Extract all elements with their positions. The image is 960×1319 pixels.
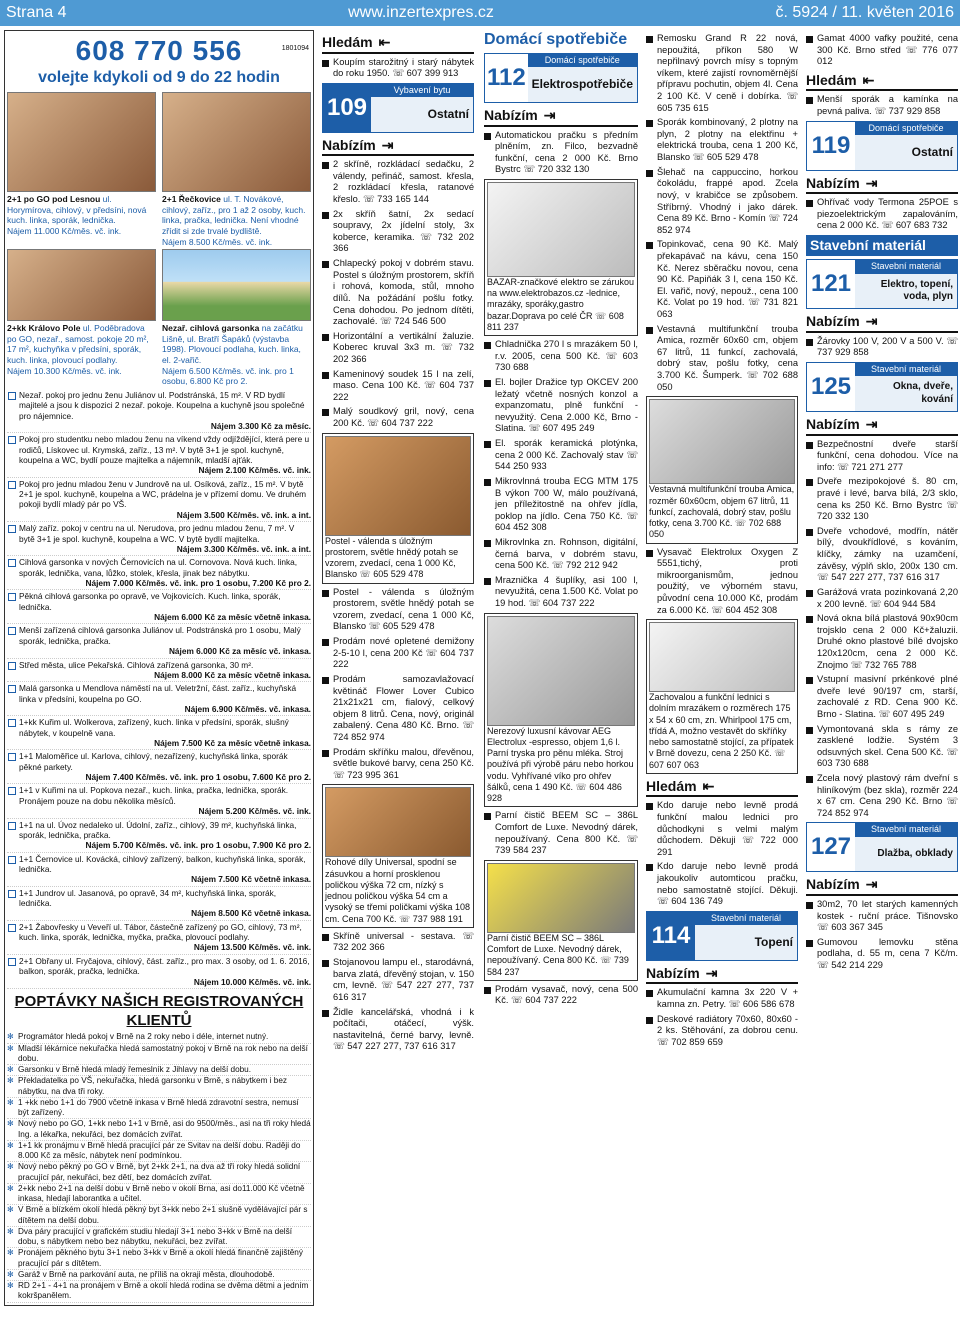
appliances-column: [484, 30, 638, 1010]
category-name: Topení: [754, 935, 793, 950]
section-hledam: Hledám ⇤: [806, 72, 958, 92]
page-header: [0, 0, 960, 26]
list-item: Prodám vysavač, nový, cena 500 Kč. ☏ 604 737 222: [484, 984, 638, 1007]
category-name: Ostatní: [427, 106, 469, 121]
list-item: Pokoj pro studentku nebo mladou ženu na víkend vždy odjíždějící, která pere u rodičů, Lískovec ul. Krymská, zaříz., 13 m². V bytě 3+1 je spol. kuchyně, koupelna a WC, bydlí pouze majitelka a nájemník, mladší ajťák. Nájem 2.100 Kč/měs. vč. ink.: [7, 433, 311, 477]
list-item: Mikrovlnná trouba ECG MTM 175 B výkon 700 W, málo používaná, jen příležitostně na ohřev jídla, poklop na jídlo. Cena 750 Kč. ☏ 604 452 308: [484, 476, 638, 534]
building-column: [806, 30, 958, 975]
photo-ad: Postel - válenda s úložným prostorem, světle hnědý potah se vzorem, zvedací, cena 1 000 Kč, Blansko ☏ 605 529 478: [322, 433, 474, 584]
list-item: Bezpečnostní dveře starší funkční, cena dohodou. Více na info: ☏ 721 271 277: [806, 439, 958, 474]
category-group: Vybavení bytu: [371, 84, 473, 97]
section-nabizim: Nabízím ⇥: [646, 965, 798, 985]
category-box: [806, 259, 958, 309]
arrow-left-icon: ⇤: [702, 777, 715, 794]
flat-caption: 2+kk Královo Pole ul. Poděbradova po GO, nezař., samost. pokoje 20 m², 17 m², kuchyňka v předsíni, sporák, kuch. linka, plovoucí podlahy. Nájem 10.300 Kč/měs. vč. ink.: [7, 323, 149, 376]
list-item: El. bojler Dražice typ OKCEV 200 ležatý včetně nosných konzol a expanzomatu, plně funkční - nevyužitý. Cena 2.000 Kč, Brno - Slatina. ☏ 607 495 249: [484, 377, 638, 435]
flat-photo: [162, 249, 311, 321]
flat-caption: 2+1 Řečkovice ul. T. Novákové, cihlový, zaříz., pro 1 až 2 osoby, kuch. linka, pračka, lednička. Není vhodné zřídit si zde trvalé bydliště. Nájem 8.500 Kč/měs. vč. ink.: [162, 194, 306, 247]
category-name: Okna, dveře, kování: [892, 381, 953, 405]
list-item: 1+1 Maloměřice ul. Karlova, cihlový, nezařízený, kuchyňská linka, sporák pěkné parkety. Nájem 7.400 Kč/měs. vč. ink. pro 1 osobu, 7.600 Kč pro 2.: [7, 750, 311, 784]
category-number: 125: [807, 363, 855, 411]
list-item: ✻ 1 +kk nebo 1+1 do 7900 včetně inkasa v Brně hledá zdravotní sestra, nemusí být zařízený.: [7, 1098, 311, 1120]
list-item: El. sporák keramická plotýnka, cena 2 000 Kč. Zachovalý stav ☏ 544 250 933: [484, 438, 638, 473]
category-number: 114: [647, 912, 695, 960]
list-item: ✻ Garsonku v Brně hledá mladý řemeslník z Jihlavy na delší dobu.: [7, 1065, 311, 1076]
list-item: 1+1 Černovice ul. Kovácká, cihlový zařízený, balkon, kuchyňská linka, sporák, lednička. Nájem 7.500 Kč včetně inkasa.: [7, 853, 311, 887]
list-item: Kdo daruje nebo levně prodá funkční malou lednici pro důchodkyni s velmi malým důchodem. Děkuji ☏ 722 000 291: [646, 800, 798, 858]
arrow-right-icon: ⇥: [381, 136, 394, 153]
demand-list: [7, 1032, 311, 1302]
category-number: 121: [807, 260, 855, 308]
list-item: Mraznička 4 šuplíky, asi 100 l, nevyužitá, cena 1.500 Kč. Volat po 19 hod. ☏ 604 737 222: [484, 575, 638, 610]
section-nabizim: Nabízím ⇥: [806, 175, 958, 195]
list-item: Židle kancelářská, vhodná i k počítači, otáčecí, výšk. nastavitelná, černé barvy, levně. ☏ 547 227 277, 737 616 317: [322, 1007, 474, 1053]
list-item: Dveře vchodové, modřín, nátěr bílý, dvoukřídlové, s kováním, klíčky, zámky na uzamčení, závěsy, výplň sklo, 200x 130 cm. ☏ 547 227 277, 737 616 317: [806, 526, 958, 584]
list-item: ✻ V Brně a blízkém okolí hledá pěkný byt 3+kk nebo 2+1 slušně vydělávající pár s dítětem na delší dobu.: [7, 1205, 311, 1227]
list-item: ✻ Programátor hledá pokoj v Brně na 2 roky nebo i déle, internet nutný.: [7, 1032, 311, 1043]
category-box: [806, 121, 958, 171]
list-item: Mikrovlnka zn. Rohnson, digitální, černá barva, v dobrém stavu, cena 500 Kč. ☏ 792 212 942: [484, 537, 638, 572]
category-box: [806, 822, 958, 872]
list-item: ✻ Garáž v Brně na parkování auta, ne příliš na okraji města, dlouhodobě.: [7, 1270, 311, 1281]
list-item: 1+kk Kuřim ul. Wolkerova, zařízený, kuch. linka v předsíni, sporák, slušný nábytek, v koupelně vana. Nájem 7.500 Kč za měsíc včetně inkasa.: [7, 716, 311, 750]
list-item: ✻ Nový nebo pěkný po GO v Brně, byt 2+kk 2+1, na dva až tři roky hledá solidní pracující pár, nekuřáci, bez dětí, bez domácích zvířat.: [7, 1162, 311, 1184]
category-group: Stavební materiál: [855, 363, 957, 376]
list-item: ✻ Dva páry pracující v grafickém studiu hledají 3+1 nebo 3+kk v Brně na delší dobu, s nábytkem nebo bez nábytku, nekuřáci, bez zvířat.: [7, 1227, 311, 1249]
section-title: Stavební materiál: [806, 235, 958, 257]
list-item: 1+1 Jundrov ul. Jasanová, po opravě, 34 m², kuchyňská linka, sporák, lednička. Nájem 8.500 Kč včetně inkasa.: [7, 887, 311, 921]
category-number: 127: [807, 823, 855, 871]
list-item: Dveře mezipokojové š. 80 cm, pravé i levé, barva bílá, 2/3 sklo, cena ks 250 Kč. Brno Bystrc ☏ 720 332 130: [806, 476, 958, 522]
flat-photo: [162, 92, 311, 192]
list-item: Malý soudkový gril, nový, cena 200 Kč. ☏ 604 737 222: [322, 406, 474, 429]
list-item: Akumulační kamna 3x 220 V + kamna zn. Petry. ☏ 606 586 678: [646, 987, 798, 1010]
rental-list: [7, 389, 311, 989]
list-item: Prodám samozavlažovací květináč Flower Lover Cubico 21x21x21 cm, fialový, celkový objem 8 litrů. Cena, nový, originál zabalený. Cena 480 Kč. Brno. ☏ 724 852 974: [322, 674, 474, 744]
photo-ad: Nerezový luxusní kávovar AEG Electrolux -espresso, objem 1,6 l. Parní tryska pro pěnu mléka. Stroj používá při výrobě páru nebo horkou vodu. Vyhřívané víko pro ohřev šálků, cena 1 490 Kč. ☏ 604 486 928: [484, 613, 638, 808]
arrow-right-icon: ⇥: [865, 416, 878, 433]
list-item: Topinkovač, cena 90 Kč. Malý překapávač na kávu, cena 150 Kč. Nerez sběračku novou, cena 90 Kč. Papiňák 3 l, cena 150 Kč. El. vařič, nový, nepouž., cena 100 Kč. Volat po 19 hod. ☏ 731 821 063: [646, 239, 798, 320]
site-url[interactable]: www.inzertexpres.cz: [348, 4, 494, 21]
list-item: Deskové radiátory 70x60, 80x60 - 2 ks. Stěhování, za dobrou cenu. ☏ 702 859 659: [646, 1014, 798, 1049]
flat-photo: [7, 249, 156, 321]
photo-ad: Parní čistič BEEM SC – 386L Comfort de Luxe. Nevodný dárek, nepoužívaný. Cena 800 Kč. ☏ 739 584 237: [484, 860, 638, 981]
section-nabizim: Nabízím ⇥: [484, 107, 638, 127]
category-number: 119: [807, 122, 855, 170]
list-item: Malá garsonka u Mendlova náměstí na ul. Veletržní, část. zaříz., kuchyňská linka v předsíni, koupelna po GO. Nájem 6.900 Kč/měs. vč. inkasa.: [7, 682, 311, 716]
list-item: Ohřívač vody Termona 25POE s piezoelektrickým zapalováním, cena 2 000 Kč. ☏ 607 683 732: [806, 197, 958, 232]
flat-card: [7, 92, 156, 249]
list-item: Sporák kombinovaný, 2 plotny na plyn, 2 plotny na elektřinu + elektrická trouba, cena 1 200 Kč, Blansko ☏ 605 529 478: [646, 117, 798, 163]
ad-photo: [649, 399, 795, 484]
list-item: Pokoj pro jednu mladou ženu v Jundrově na ul. Osíková, zaříz., 15 m². V bytě 2+1 je spol. kuchyně, koupelna a WC, prádelna je v přízemí domu. Ve druhém pokoji bydlí mladý pár po VŠ. Nájem 3.500 Kč/měs. vč. ink. a int.: [7, 478, 311, 522]
flat-card: [162, 92, 311, 249]
ad-photo: [487, 616, 635, 726]
list-item: ✻ RD 2+1 - 4+1 na pronájem v Brně a okolí hledá rodina se dvěma dětmi a jedním kokršpanělem.: [7, 1281, 311, 1303]
section-hledam: Hledám ⇤: [646, 778, 798, 798]
list-item: Skříně universal - sestava. ☏ 732 202 366: [322, 931, 474, 954]
ad-photo: [487, 182, 635, 277]
reality-column: [4, 30, 314, 1306]
section-nabizim: Nabízím ⇥: [322, 137, 474, 157]
list-item: Postel - válenda s úložným prostorem, světle hnědý potah se vzorem, zvedací, cena 1 000 Kč, Blansko ☏ 605 529 478: [322, 587, 474, 633]
photo-ad: BAZAR-značkové elektro se zárukou na www.elektrobazos.cz -lednice, mrazáky, sporáky,gastro bazar.Doprava po celé ČR ☏ 608 811 237: [484, 179, 638, 336]
arrow-right-icon: ⇥: [865, 313, 878, 330]
section-nabizim: Nabízím ⇥: [806, 313, 958, 333]
appliances-column-2: [646, 30, 798, 1051]
list-item: 30m2, 70 let starých kamenných kostek - ruční práce. Tišnovsko ☏ 603 367 345: [806, 899, 958, 934]
list-item: Prodám skříňku malou, dřevěnou, světle bukové barvy, cena 250 Kč. ☏ 723 995 361: [322, 747, 474, 782]
list-item: Gamat 4000 vafky použité, cena 300 Kč. Brno střed ☏ 776 077 012: [806, 33, 958, 68]
list-item: Zcela nový plastový rám dveřní s hliníkovým (bez skla), rozměr 224 x 67 cm. Cena 290 Kč. Brno ☏ 724 852 974: [806, 773, 958, 819]
arrow-right-icon: ⇥: [865, 876, 878, 893]
section-title: Domácí spotřebiče: [484, 31, 628, 48]
list-item: Vestavná multifunkční trouba Amica, rozměr 60x60 cm, objem 67 litrů, 11 funkcí, zachovalá, dobrý stav, pošlu fotky, cena 3.700 Kč. Šumperk. ☏ 702 688 050: [646, 324, 798, 394]
list-item: ✻ Nový nebo po GO, 1+kk nebo 1+1 v Brně, asi do 9500/měs., asi na tři roky hledá Ing. a lékařka, nekuřáci, bez domácích zvířat.: [7, 1119, 311, 1141]
category-group: Stavební materiál: [855, 823, 957, 836]
list-item: Malý zaříz. pokoj v centru na ul. Nerudova, pro jednu mladou ženu, 7 m². V bytě 3+1 je spol. kuchyně, koupelna a WC. V bytě bydlí majitelka. Nájem 3.300 Kč/měs. vč. ink. a int.: [7, 522, 311, 556]
list-item: Menší zařízená cihlová garsonka Juliánov ul. Podstránská pro 1 osobu, Malý sporák, lednička, pračka. Nájem 6.000 Kč za měsíc vč. inkasa.: [7, 624, 311, 658]
list-item: ✻ Překladatelka po VŠ, nekuřačka, hledá garsonku v Brně, s nábytkem i bez nábytku, na dva tři roky.: [7, 1076, 311, 1098]
reality-hours: volejte kdykoli od 9 do 22 hodin: [38, 69, 280, 86]
list-item: Chlapecký pokoj v dobrém stavu. Postel s úložným prostorem, skříň i rohová, komoda, stůl, mnoho dílů. Na požádání pošlu fotky. Cena dohodou. Po jednom dítěti, zachovalé. ☏ 724 546 500: [322, 258, 474, 328]
list-item: Remosku Grand R 22 nová, nepoužitá, příkon 580 W nepřilnavý povrch mísy s topným víkem, které zajistí rovnoměrnější přípravu pochutin, objem 4l. Cena 2 100 Kč. V ceně i dobírka. ☏ 605 735 615: [646, 33, 798, 114]
list-item: ✻ Mladší lékárnice nekuřačka hledá samostatný pokoj v Brně na rok nebo na delší dobu.: [7, 1044, 311, 1066]
ad-photo: [325, 436, 471, 536]
list-item: Gumovou lemovku stěna podlaha, d. 55 m, cena 7 Kč/m. ☏ 542 214 229: [806, 937, 958, 972]
category-box: [484, 53, 638, 103]
category-name: Dlažba, obklady: [877, 847, 953, 859]
list-item: Vymontovaná skla s rámy ze zasklené lodžie. Systém 3 odsuvných skel. Cena 500 Kč. ☏ 603 730 688: [806, 724, 958, 770]
ad-photo: [325, 787, 471, 857]
category-group: Domácí spotřebiče: [528, 54, 637, 67]
list-item: ✻ Pronájem pěkného bytu 3+1 nebo 3+kk v Brně a okolí hledá finančně zajištěný pracující pár s dítětem.: [7, 1248, 311, 1270]
list-item: Horizontální a vertikální žaluzie. Koberec kruval 3x3 m. ☏ 732 202 366: [322, 331, 474, 366]
flat-card: [7, 249, 156, 389]
list-item: Garážová vrata pozinkovaná 2,20 x 200 levně. ☏ 604 944 584: [806, 587, 958, 610]
list-item: ✻ 2+kk nebo 2+1 na delší dobu v Brně nebo v okolí Brna, asi do11.000 Kč včetně inkasa, hledají laborantka a učitel.: [7, 1184, 311, 1206]
list-item: 2+1 Žabovřesky u Veveří ul. Tábor, částečně zařízený po GO, cihlový, 73 m², kuch. linka, sporák, lednička, myčka, pračka, plovoucí podlahy. Nájem 13.500 Kč/měs. vč. ink.: [7, 921, 311, 955]
list-item: Kameninový soudek 15 l na zelí, maso. Cena 100 Kč. ☏ 604 737 222: [322, 369, 474, 404]
list-item: Nová okna bílá plastová 90x90cm trojsklo cena 2 000 Kč+žaluzii. Druhé okno plastové bílé dvojsko 120x120cm, cena 2 000 Kč. Znojmo ☏ 732 765 788: [806, 613, 958, 671]
category-name: Elektro, topení, voda, plyn: [880, 278, 953, 302]
list-item: 2 skříně, rozkládací sedačku, 2 válendy, peřináč, samost. křesla, 2 rozkládací křesla, ratanové křeslo. ☏ 733 165 144: [322, 159, 474, 205]
section-hledam: Hledám ⇤: [322, 34, 474, 54]
arrow-left-icon: ⇤: [862, 71, 875, 88]
photo-ad: Vestavná multifunkční trouba Amica, rozměr 60x60cm, objem 67 litrů, 11 funkcí, zachovalá, dobrý stav, pošlu fotky, cena 3.700 Kč. ☏ 702 688 050: [646, 396, 798, 543]
ad-photo: [649, 622, 795, 692]
flat-photo: [7, 92, 156, 192]
page-number: Strana 4: [6, 4, 67, 21]
furniture-column: [322, 30, 474, 1056]
arrow-right-icon: ⇥: [705, 964, 718, 981]
list-item: Automatickou pračku s předním plněním, zn. Filco, bezvadně funkční, cena 2 000 Kč. Brno Bystrc ☏ 720 332 130: [484, 130, 638, 176]
arrow-right-icon: ⇥: [865, 174, 878, 191]
list-item: Koupím starožitný i starý nábytek do roku 1950. ☏ 607 399 913: [322, 57, 474, 80]
section-nabizim: Nabízím ⇥: [806, 876, 958, 896]
category-number: 112: [485, 54, 528, 102]
list-item: Střed města, ulice Pekařská. Cihlová zařízená garsonka, 30 m². Nájem 8.000 Kč za měsíc včetně inkasa.: [7, 659, 311, 683]
arrow-left-icon: ⇤: [378, 34, 391, 50]
category-name: Ostatní: [911, 144, 953, 159]
demands-title: POPTÁVKY NAŠICH REGISTROVANÝCH KLIENTŮ: [14, 992, 304, 1029]
list-item: Cihlová garsonka v nových Černovicích na ul. Cornovova. Nová kuch. linka, sporák, lednička, vana, lůžko, stolek, křesla, jinak bez nábytku. Nájem 7.000 Kč/měs. vč. ink. pro 1 osobu, 7.200 Kč pro 2.: [7, 556, 311, 590]
list-item: 2+1 Obřany ul. Fryčajova, cihlový, část. zaříz., pro max. 3 osoby, od 1. 6. 2016, balkon, sporák, pračka, lednička. Nájem 10.000 Kč/měs. vč. ink.: [7, 955, 311, 989]
category-box: [806, 362, 958, 412]
flat-caption: 2+1 po GO pod Lesnou ul. Horymírova, cihlový, v předsíni, nová kuch. linka, sporák, lednička. Nájem 11.000 Kč/měs. vč. ink.: [7, 194, 147, 236]
reality-phone[interactable]: 608 770 556: [75, 35, 243, 66]
list-item: 1+1 na ul. Úvoz nedaleko ul. Údolní, zaříz., cihlový, 39 m², kuchyňská linka, sporák, lednička, pračka. Nájem 5.700 Kč/měs. vč. ink. pro 1 osobu, 7.900 Kč pro 2.: [7, 819, 311, 853]
category-name: Elektrospotřebiče: [531, 77, 633, 92]
ad-ref: 1801094: [281, 45, 309, 52]
section-nabizim: Nabízím ⇥: [806, 416, 958, 436]
list-item: Kdo daruje nebo levně prodá jakoukoliv automticou pračku, nebo samostatně stojící. Děkuji. ☏ 604 136 749: [646, 861, 798, 907]
list-item: ✻ 1+1 kk pronájmu v Brně hledá pracující pár ze Svitav na delší dobu. Raději do 8.000 Kč za měsíc, nábytek není podmínkou.: [7, 1141, 311, 1163]
ad-photo: [487, 863, 635, 933]
list-item: 2x skříň šatní, 2x sedací soupravy, 2x jídelní stoly, 3x koberce, keramika. ☏ 732 202 366: [322, 209, 474, 255]
list-item: Parní čistič BEEM SC – 386L Comfort de Luxe. Nevodný dárek, nepoužívaný. Cena 800 Kč. ☏ 739 584 237: [484, 810, 638, 856]
issue-date: č. 5924 / 11. květen 2016: [775, 4, 954, 21]
reality-ad: [4, 30, 314, 1306]
list-item: Chladnička 270 l s mrazákem 50 l, r.v. 2005, cena 500 Kč. ☏ 603 730 688: [484, 339, 638, 374]
list-item: Žárovky 100 V, 200 V a 500 V. ☏ 737 929 858: [806, 336, 958, 359]
category-group: Stavební materiál: [695, 912, 797, 925]
category-group: Domácí spotřebiče: [855, 122, 957, 135]
category-number: 109: [323, 84, 371, 132]
list-item: Vysavač Elektrolux Oxygen Z 5551,tichý, proti mikroorganismům, jednou použitý, ve výborném stavu, původní cena 10.000 Kč, prodám za 6.000 Kč. ☏ 604 452 308: [646, 547, 798, 617]
list-item: Šlehač na cappuccino, horkou čokoládu, frappé apod. Zcela nový, v krabičce se způsobem. Stříbrný. Vhodný i jako dárek. Cena 89 Kč. Brno - Komín ☏ 724 852 974: [646, 167, 798, 237]
category-box: [646, 911, 798, 961]
flat-card: [162, 249, 311, 389]
list-item: Stojanovou lampu el., starodávná, barva zlatá, dřevěný stojan, v. 150 cm, levně. ☏ 547 227 277, 737 616 317: [322, 957, 474, 1003]
list-item: Pěkná cihlová garsonka po opravě, ve Vojkovicích. Kuch. linka, sporák, lednička. Nájem 6.000 Kč za měsíc včetně inkasa.: [7, 590, 311, 624]
list-item: Vstupní masivní prkénkové plné dveře levé 90/197 cm, starší, zachovalé z RD. Cena 900 Kč. Brno - Slatina. ☏ 607 495 249: [806, 674, 958, 720]
list-item: 1+1 v Kuřimi na ul. Popkova nezař., kuch. linka, pračka, lednička, sporák. Pronájem pouze na dobu několika měsíců. Nájem 5.200 Kč/měs. vč. ink.: [7, 784, 311, 818]
photo-ad: Rohové díly Universal, spodní se zásuvkou a horní prosklenou poličkou výška 72 cm, nízký s jednou poličkou výška 54 cm a vysoký se třemi poličkami výška 108 cm. Cena 700 Kč. ☏ 737 988 191: [322, 784, 474, 928]
category-group: Stavební materiál: [855, 260, 957, 273]
category-box: [322, 83, 474, 133]
list-item: Menší sporák a kamínka na pevná paliva. ☏ 737 929 858: [806, 94, 958, 117]
list-item: Prodám nové opletené demižony 2-5-10 l, cena 200 Kč ☏ 604 737 222: [322, 636, 474, 671]
flat-caption: Nezař. cihlová garsonka na začátku Lišně, ul. Bratří Šapáků (výstavba 1998). Plovoucí podlaha, kuch. linka, el. 2-vařič. Nájem 6.500 Kč/měs. vč. ink. pro 1 osobu, 6.800 Kč pro 2.: [162, 323, 303, 387]
list-item: Nezař. pokoj pro jednu ženu Juliánov ul. Podstránská, 15 m². V RD bydlí majitelé a jsou k dispozici 2 nezař. pokoje. Koupelna a kuchyně jsou společné pro nájemnice. Nájem 3.300 Kč za měsíc.: [7, 389, 311, 433]
photo-ad: Zachovalou a funkční lednici s dolním mrazákem o rozměrech 175 x 54 x 60 cm, zn. Whirlpool 175 cm, třídá A, možno vestavět do skříňky nebo samostatně stojící, za přípatek v Brně dovezu, cena 2 250 Kč. ☏ 607 607 063: [646, 619, 798, 774]
arrow-right-icon: ⇥: [543, 107, 556, 123]
